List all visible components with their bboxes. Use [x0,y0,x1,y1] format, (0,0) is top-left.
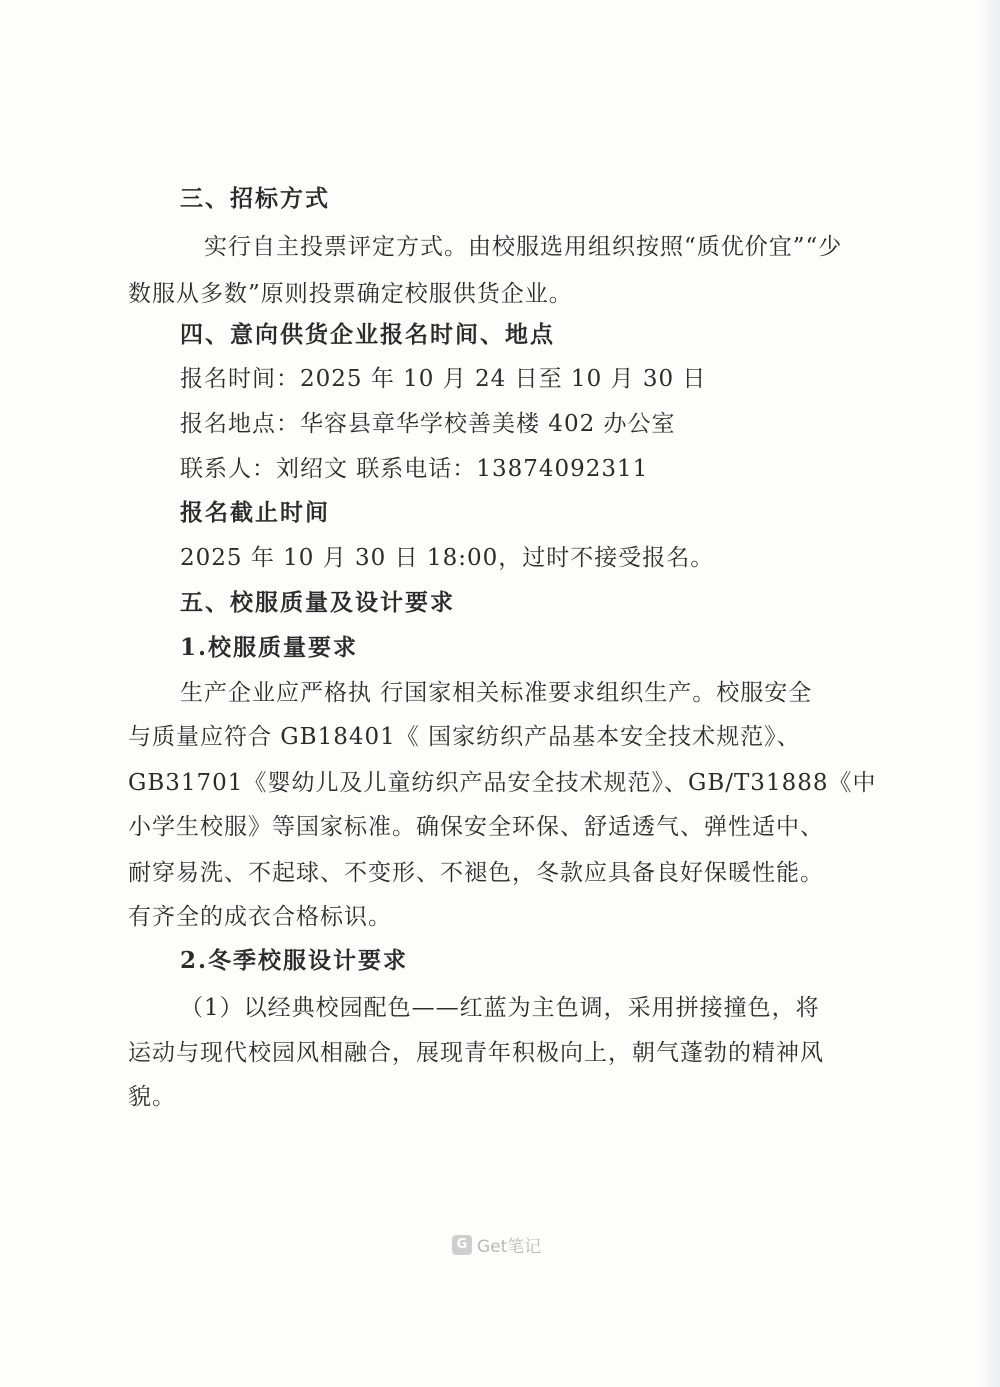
section-5-2-body-line-1: （1）以经典校园配色——红蓝为主色调，采用拼接撞色，将 [180,995,820,1021]
section-5-2-body-line-3: 貌。 [128,1084,176,1110]
section-5-2-body-line-2: 运动与现代校园风相融合，展现青年积极向上，朝气蓬勃的精神风 [128,1040,824,1066]
section-4-heading: 四、意向供货企业报名时间、地点 [180,321,555,348]
registration-time: 报名时间：2025 年 10 月 24 日至 10 月 30 日 [180,366,707,392]
watermark [452,1232,541,1257]
registration-place: 报名地点：华容县章华学校善美楼 402 办公室 [180,411,676,437]
section-5-1-body-line-4: 小学生校服》等国家标准。确保安全环保、舒适透气、弹性适中、 [128,814,824,840]
deadline-body: 2025 年 10 月 30 日 18:00，过时不接受报名。 [180,545,715,571]
watermark-text: Get笔记 [477,1237,542,1257]
contact-info: 联系人：刘绍文 联系电话：13874092311 [180,456,649,482]
section-5-1-body-line-3: GB31701《婴幼儿及儿童纺织产品安全技术规范》、GB/T31888《中 [128,770,877,796]
scan-edge [978,0,1000,1387]
section-5-1-body-line-6: 有齐全的成衣合格标识。 [128,904,392,930]
section-3-heading: 三、招标方式 [180,185,330,212]
section-3-body-line-2: 数服从多数”原则投票确定校服供货企业。 [128,281,573,307]
section-5-1-heading: 1.校服质量要求 [180,634,359,661]
section-5-1-body-line-1: 生产企业应严格执 行国家相关标准要求组织生产。校服安全 [180,680,813,706]
section-5-heading: 五、校服质量及设计要求 [180,589,455,616]
deadline-heading: 报名截止时间 [180,499,330,526]
get-notes-logo-icon: G [452,1235,472,1255]
section-3-body-line-1: 实行自主投票评定方式。由校服选用组织按照“质优价宜”“少 [204,234,843,260]
section-5-1-body-line-2: 与质量应符合 GB18401《 国家纺织产品基本安全技术规范》、 [128,724,801,750]
section-5-1-body-line-5: 耐穿易洗、不起球、不变形、不褪色，冬款应具备良好保暖性能。 [128,860,824,886]
section-5-2-heading: 2.冬季校服设计要求 [180,947,409,974]
